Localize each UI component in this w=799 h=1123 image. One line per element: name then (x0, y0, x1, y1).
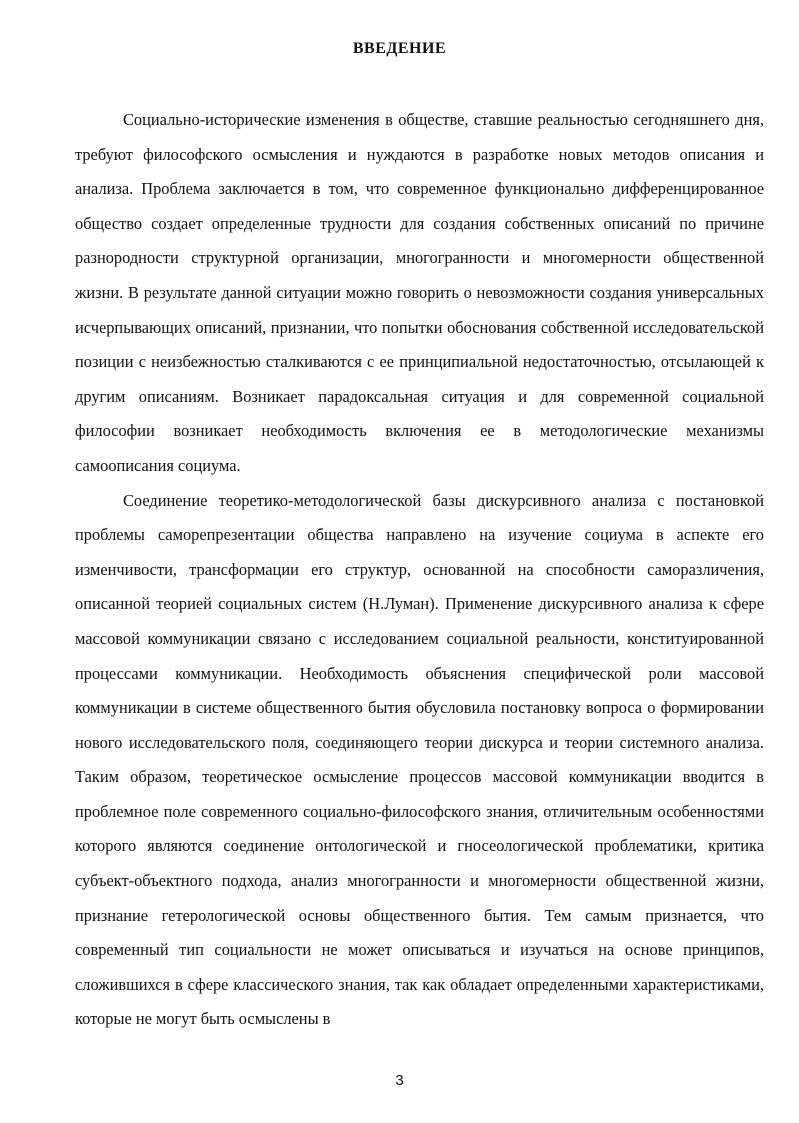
page-title: ВВЕДЕНИЕ (352, 40, 447, 57)
body-text (75, 103, 764, 1037)
page-number: 3 (395, 1072, 404, 1089)
paragraph-2: Соединение теоретико-методологической базы дискурсивного анализа с постановкой проблемы саморепрезентации общества направлено на изучение социума в аспекте его изменчивости, трансформации его структур, основанной на способности саморазличения, описанной теорией социальных систем (Н.Луман). Применение дискурсивного анализа к сфере массовой коммуникации связано с исследованием социальной реальности, конституированной процессами коммуникации. Необходимость объяснения специфической роли массовой коммуникации в системе общественного бытия обусловила постановку вопроса о формировании нового исследовательского поля, соединяющего теории дискурса и теории системного анализа. Таким образом, теоретическое осмысление процессов массовой коммуникации вводится в проблемное поле современного социально-философского знания, отличительным особенностями которого являются соединение онтологической и гносеологической проблематики, критика субъект-объектного подхода, анализ многогранности и многомерности общественной жизни, признание гетерологической основы общественного бытия. Тем самым признается, что современный тип социальности не может описываться и изучаться на основе принципов, сложившихся в сфере классического знания, так как обладает определенными характеристиками, которые не могут быть осмыслены в (75, 490, 764, 1029)
paragraph-1: Социально-исторические изменения в обществе, ставшие реальностью сегодняшнего дня, требуют философского осмысления и нуждаются в разработке новых методов описания и анализа. Проблема заключается в том, что современное функционально дифференцированное общество создает определенные трудности для создания собственных описаний по причине разнородности структурной организации, многогранности и многомерности общественной жизни. В результате данной ситуации можно говорить о невозможности создания универсальных исчерпывающих описаний, признании, что попытки обоснования собственной исследовательской позиции с неизбежностью сталкиваются с ее принципиальной недостаточностью, отсылающей к другим описаниям. Возникает парадоксальная ситуация и для современной социальной философии возникает необходимость включения ее в методологические механизмы самоописания социума. (75, 110, 764, 475)
